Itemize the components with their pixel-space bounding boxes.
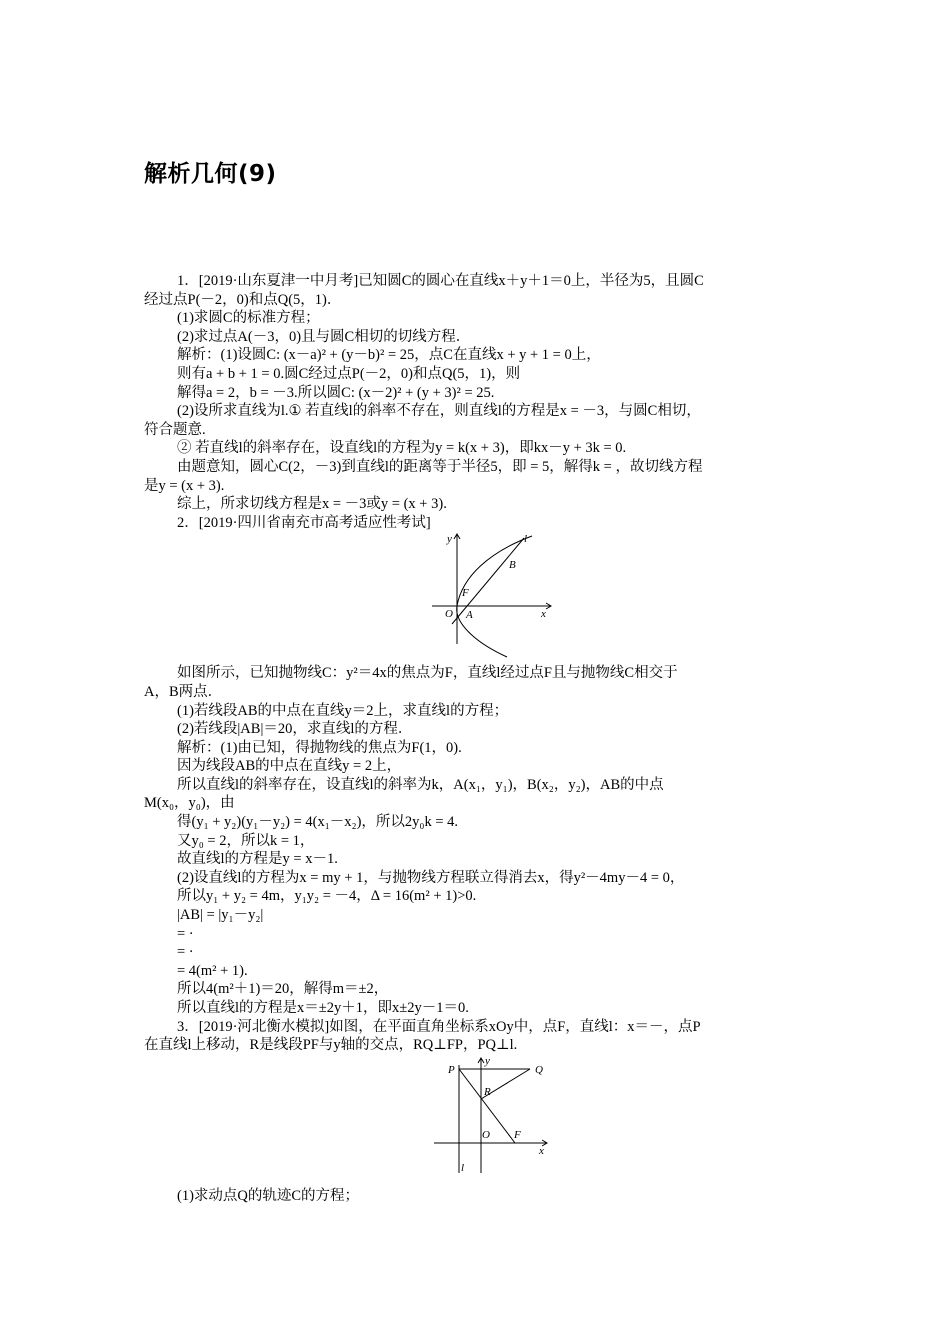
text-line: (1)求圆C的标准方程； — [177, 310, 320, 327]
text-line: 3．[2019·河北衡水模拟]如图，在平面直角坐标系xOy中，点F，直线l：x＝－，点P — [177, 1018, 701, 1035]
text-line: = · — [177, 925, 194, 942]
text-line: 1．[2019·山东夏津一中月考]已知圆C的圆心在直线x＋y＋1＝0上，半径为5，且圆C — [177, 273, 704, 289]
figure-label: y — [447, 533, 452, 546]
text-line: |AB| = |y₁－y₂| — [177, 907, 264, 924]
figure-label: Q — [535, 1063, 543, 1076]
figure-label: F — [462, 587, 469, 600]
figure-label: R — [484, 1085, 491, 1098]
text-line: 因为线段AB的中点在直线y = 2上， — [177, 758, 402, 775]
figure-label: x — [541, 608, 546, 621]
text-line: 所以4(m²＋1)＝20，解得m＝±2， — [177, 981, 389, 998]
text-line: 在直线l上移动，R是线段PF与y轴的交点，RQ⊥FP，PQ⊥l. — [144, 1037, 518, 1054]
text-line: 所以直线l的斜率存在，设直线l的斜率为k，A(x₁，y₁)，B(x₂，y₂)，AB的中点 — [177, 776, 664, 793]
text-line: 解析：(1)由已知，得抛物线的焦点为F(1，0). — [177, 739, 462, 756]
text-line: 解得a = 2，b = －3.所以圆C: (x－2)² + (y + 3)² = 25. — [177, 384, 495, 401]
text-line: 又y₀ = 2，所以k = 1， — [177, 832, 315, 849]
text-line: 则有a + b + 1 = 0.圆C经过点P(－2，0)和点Q(5，1)，则 — [177, 365, 521, 382]
text-line: (2)若线段|AB|＝20，求直线l的方程． — [177, 721, 413, 738]
text-line: M(x₀，y₀)，由 — [144, 795, 235, 812]
text-line: 综上，所求切线方程是x = －3或y = (x + 3). — [177, 496, 447, 513]
text-line: (1)若线段AB的中点在直线y＝2上，求直线l的方程； — [177, 702, 509, 719]
text-line: 得(y₁ + y₂)(y₁－y₂) = 4(x₁－x₂)，所以2y₀k = 4. — [177, 814, 459, 831]
text-line: 符合题意. — [144, 421, 206, 438]
figure-label: x — [539, 1144, 544, 1157]
text-line: 是y = (x + 3). — [144, 477, 225, 494]
document-body — [144, 272, 806, 1205]
text-line: 所以y₁ + y₂ = 4m，y₁y₂ = －4，Δ = 16(m² + 1)>0. — [177, 888, 477, 905]
text-line: 由题意知，圆心C(2，－3)到直线l的距离等于半径5，即 = 5，解得k = ，故切线方程 — [177, 458, 703, 475]
figure-label: B — [509, 559, 516, 572]
figure-label: l — [461, 1161, 465, 1174]
figure-label: A — [466, 609, 473, 622]
text-line: (1)求动点Q的轨迹C的方程； — [177, 1187, 360, 1204]
figure-label: y — [485, 1054, 490, 1067]
text-line: = · — [177, 944, 194, 961]
text-line: A，B两点． — [144, 683, 223, 700]
text-line: 2．[2019·四川省南充市高考适应性考试] — [177, 514, 431, 531]
text-line: = 4(m² + 1). — [177, 962, 248, 979]
parabola-figure — [144, 532, 806, 664]
page-title: 解析几何(9) — [144, 161, 277, 187]
figure-label: l — [524, 533, 528, 546]
text-line: (2)设直线l的方程为x = my + 1，与抛物线方程联立得消去x，得y²－4my－4 = 0， — [177, 869, 685, 886]
figure-label: F — [514, 1128, 521, 1141]
text-line: 如图所示，已知抛物线C：y²＝4x的焦点为F，直线l经过点F且与抛物线C相交于 — [177, 665, 678, 682]
locus-figure — [144, 1055, 806, 1179]
figure-label: P — [448, 1063, 455, 1076]
figure-label: O — [482, 1128, 490, 1141]
text-line: 解析：(1)设圆C: (x－a)² + (y－b)² = 25，点C在直线x + y + 1 = 0上， — [177, 347, 601, 364]
figure-label: O — [445, 608, 453, 621]
text-line: 所以直线l的方程是x＝±2y＋1，即x±2y－1＝0. — [177, 1000, 469, 1016]
text-line: 经过点P(－2，0)和点Q(5，1)． — [144, 291, 342, 308]
text-line: ② 若直线l的斜率存在，设直线l的方程为y = k(x + 3)，即kx－y + 3k = 0. — [177, 440, 627, 457]
text-line: 故直线l的方程是y = x－1. — [177, 851, 338, 868]
text-line: (2)求过点A(－3，0)且与圆C相切的切线方程． — [177, 328, 471, 345]
text-line: (2)设所求直线为l.① 若直线l的斜率不存在，则直线l的方程是x = －3，与圆C相切， — [177, 403, 701, 420]
